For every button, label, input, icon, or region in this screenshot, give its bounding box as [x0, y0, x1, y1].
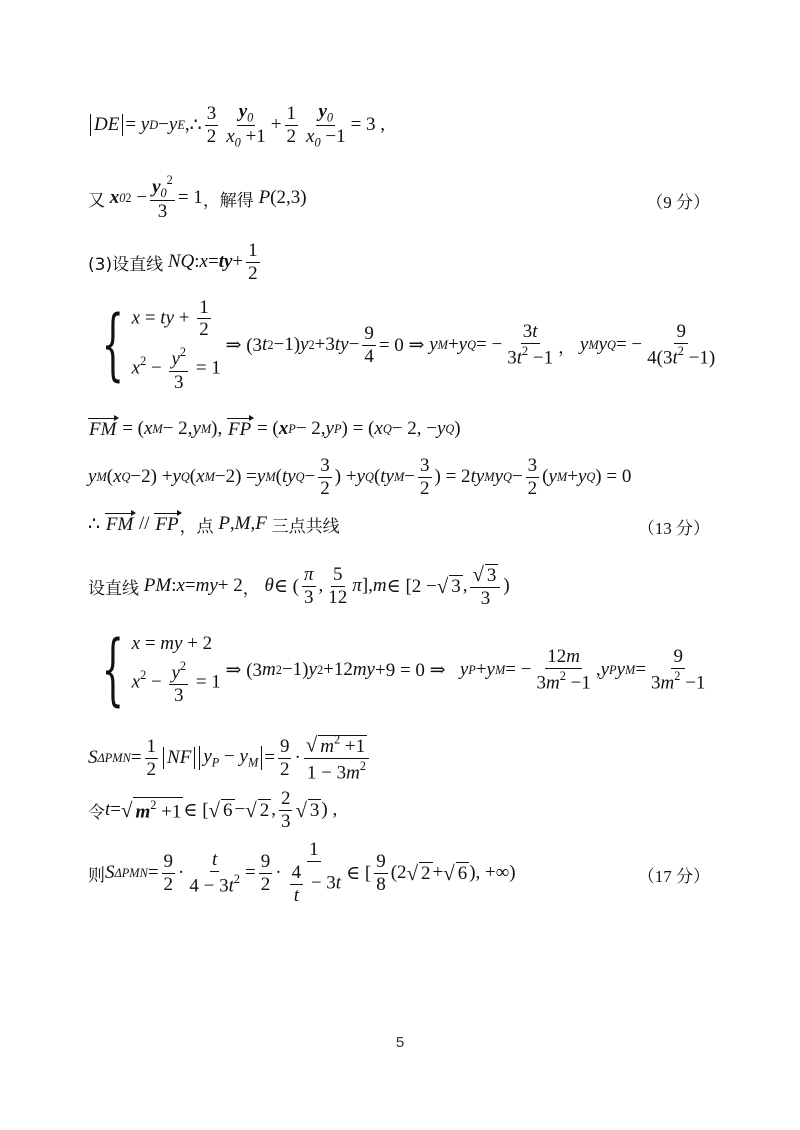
formula-line-9: { x = my + 2 $x^2$ − $\frac{y^2}{3}$ = 1 ⇒ (3 m 2 −1) y 2 +12 my +9 = 0 ⇒ y P + y M = − $\frac{12m}{3m^2 -1}$ , y P y M = $\frac{9}{3m^2 -1}$ — [101, 625, 706, 715]
formula-line-10: S ΔPMN = $\frac{1}{2}$ NF $y_P - y_M$ = $\frac{9}{2}$ · $\frac{√ m^2 +1}{1 - 3m^2}$ — [88, 728, 710, 788]
formula-line-5: FM = ( x M − 2, y M ), FP = ( x P − 2, y P ) = ( x Q − 2, − y Q ) — [89, 418, 461, 440]
score-13: （13 分） — [637, 519, 710, 538]
formula-line-11: 令 t = √ $m^2 +1$ ∈ [ √ 6 − √ 2 , $\frac{2}{3}$ √ 3 ) , — [88, 787, 338, 832]
formula-line-3: (3)设直线 NQ : x = ty + $\frac{1}{2}$ — [88, 239, 258, 284]
formula-line-6: y M ( x Q −2) + y Q ( x M −2) = y M ( ty Q − $\frac{3}{2}$ ) + y Q ( ty M − $\frac{3}{2}$ ) = 2 ty M y Q − $\frac{3}{2}$ ( y M + y Q ) = 0 — [88, 454, 632, 499]
formula-line-4: { x = ty + $\frac{1}{2}$ $x^2$ − $\frac{y^2}{3}$ = 1 ⇒ (3 t 2 −1) y 2 +3 ty − $\frac{9}{4}$ = 0 ⇒ y M + y Q = − $\frac{3t}{3t^2 -1}$ ， y M y Q = − $\frac{9}{4(3t^2 -1)}$ — [101, 296, 716, 393]
score-17: （17 分） — [637, 867, 710, 886]
formula-line-8: 设直线 PM : x = my + 2 ， θ ∈ ( $\frac{\pi}{3}$ , $\frac{5}{12}$ π ], m ∈ [2 − √ 3 , $\frac{√ 3}{3}$ ) — [88, 562, 510, 609]
formula-line-1: DE = y D − y E , ∴ $\frac{3}{2}$ $\frac{y_0}{x_0 +1}$ + $\frac{1}{2}$ $\frac{y_0}{x_0 -1}$ = 3 , — [88, 95, 710, 155]
formula-line-12: 则 S ΔPMN = $\frac{9}{2}$ · $\frac{t}{4 - 3t^2}$ = $\frac{9}{2}$ · 1 $\frac{4}{t}$ − 3t ∈ [ $\frac{9}{8}$ (2 √ 2 + √ 6 ), +∞) — [88, 839, 516, 906]
score-9: （9 分） — [646, 193, 710, 212]
formula-line-7: ∴ FM // FP ，点 P , M , F 三点共线 — [88, 513, 340, 537]
page-number: 5 — [395, 1034, 405, 1051]
formula-line-2: 又 x 0 2 − $\frac{y_0^2}{3}$ = 1 ，解得 P (2,3) — [88, 173, 307, 223]
